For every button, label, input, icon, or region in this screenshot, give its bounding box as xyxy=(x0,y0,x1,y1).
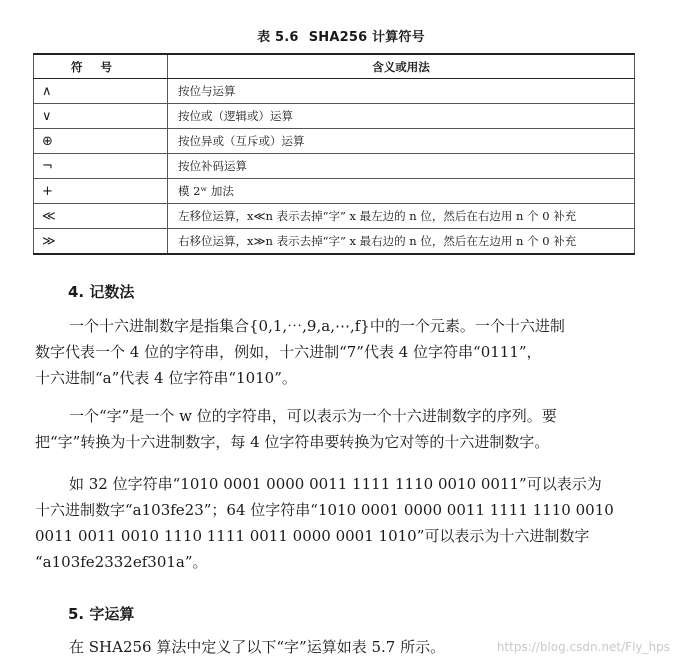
table-row xyxy=(34,154,635,179)
meaning-cell: 模 2ʷ 加法 xyxy=(168,179,635,204)
table-row xyxy=(34,79,635,104)
text-line: 在 SHA256 算法中定义了以下“字”运算如表 5.7 所示。 xyxy=(69,638,446,656)
table-row xyxy=(34,204,635,229)
meaning-cell: 右移位运算，x≫n 表示去掉“字” x 最右边的 n 位，然后在左边用 n 个 0 补充 xyxy=(168,229,635,255)
table-row xyxy=(34,229,635,255)
text-line: 十六进制“a”代表 4 位字符串“1010”。 xyxy=(35,369,297,387)
text-line: “a103fe2332ef301a”。 xyxy=(35,553,208,571)
symbol-cell: ∧ xyxy=(34,79,168,104)
text-line: 如 32 位字符串“1010 0001 0000 0011 1111 1110 0010 0011”可以表示为 xyxy=(69,475,602,493)
meaning-cell: 左移位运算，x≪n 表示去掉“字” x 最左边的 n 位，然后在右边用 n 个 0 补充 xyxy=(168,204,635,229)
header-symbol: 符号 xyxy=(34,54,168,79)
table-row xyxy=(34,104,635,129)
table-row xyxy=(34,179,635,204)
symbol-cell: ≪ xyxy=(34,204,168,229)
text-line: 一个“字”是一个 w 位的字符串，可以表示为一个十六进制数字的序列。要 xyxy=(69,407,557,425)
meaning-cell: 按位异或（互斥或）运算 xyxy=(168,129,635,154)
table-caption-number: 表 5.6 xyxy=(257,30,299,45)
section-4-paragraph-3 xyxy=(35,471,635,575)
symbol-cell: ⊕ xyxy=(34,129,168,154)
header-meaning: 含义或用法 xyxy=(168,54,635,79)
symbol-cell: ∨ xyxy=(34,104,168,129)
section-4-paragraph-2 xyxy=(35,403,635,455)
section-5-heading: 5. 字运算 xyxy=(68,605,135,623)
text-line: 数字代表一个 4 位的字符串，例如，十六进制“7”代表 4 位字符串“0111”， xyxy=(35,343,542,361)
table-caption-title: SHA256 计算符号 xyxy=(308,30,425,45)
section-4-paragraph-1 xyxy=(35,313,635,391)
table-header-row xyxy=(34,54,635,79)
symbol-table xyxy=(33,53,635,255)
watermark: https://blog.csdn.net/Fly_hps xyxy=(496,640,670,654)
symbol-cell: ¬ xyxy=(34,154,168,179)
text-line: 一个十六进制数字是指集合{0,1,⋯,9,a,⋯,f}中的一个元素。一个十六进制 xyxy=(69,317,565,335)
table-row xyxy=(34,129,635,154)
section-4-heading: 4. 记数法 xyxy=(68,283,135,301)
table-caption xyxy=(0,26,682,45)
text-line: 把“字”转换为十六进制数字，每 4 位字符串要转换为它对等的十六进制数字。 xyxy=(35,433,550,451)
symbol-cell: ≫ xyxy=(34,229,168,255)
text-line: 0011 0011 0010 1110 1111 0011 0000 0001 1010”可以表示为十六进制数字 xyxy=(35,527,590,545)
text-line: 十六进制数字“a103fe23”；64 位字符串“1010 0001 0000 0011 1111 1110 0010 xyxy=(35,501,614,519)
meaning-cell: 按位或（逻辑或）运算 xyxy=(168,104,635,129)
meaning-cell: 按位补码运算 xyxy=(168,154,635,179)
symbol-cell: + xyxy=(34,179,168,204)
meaning-cell: 按位与运算 xyxy=(168,79,635,104)
